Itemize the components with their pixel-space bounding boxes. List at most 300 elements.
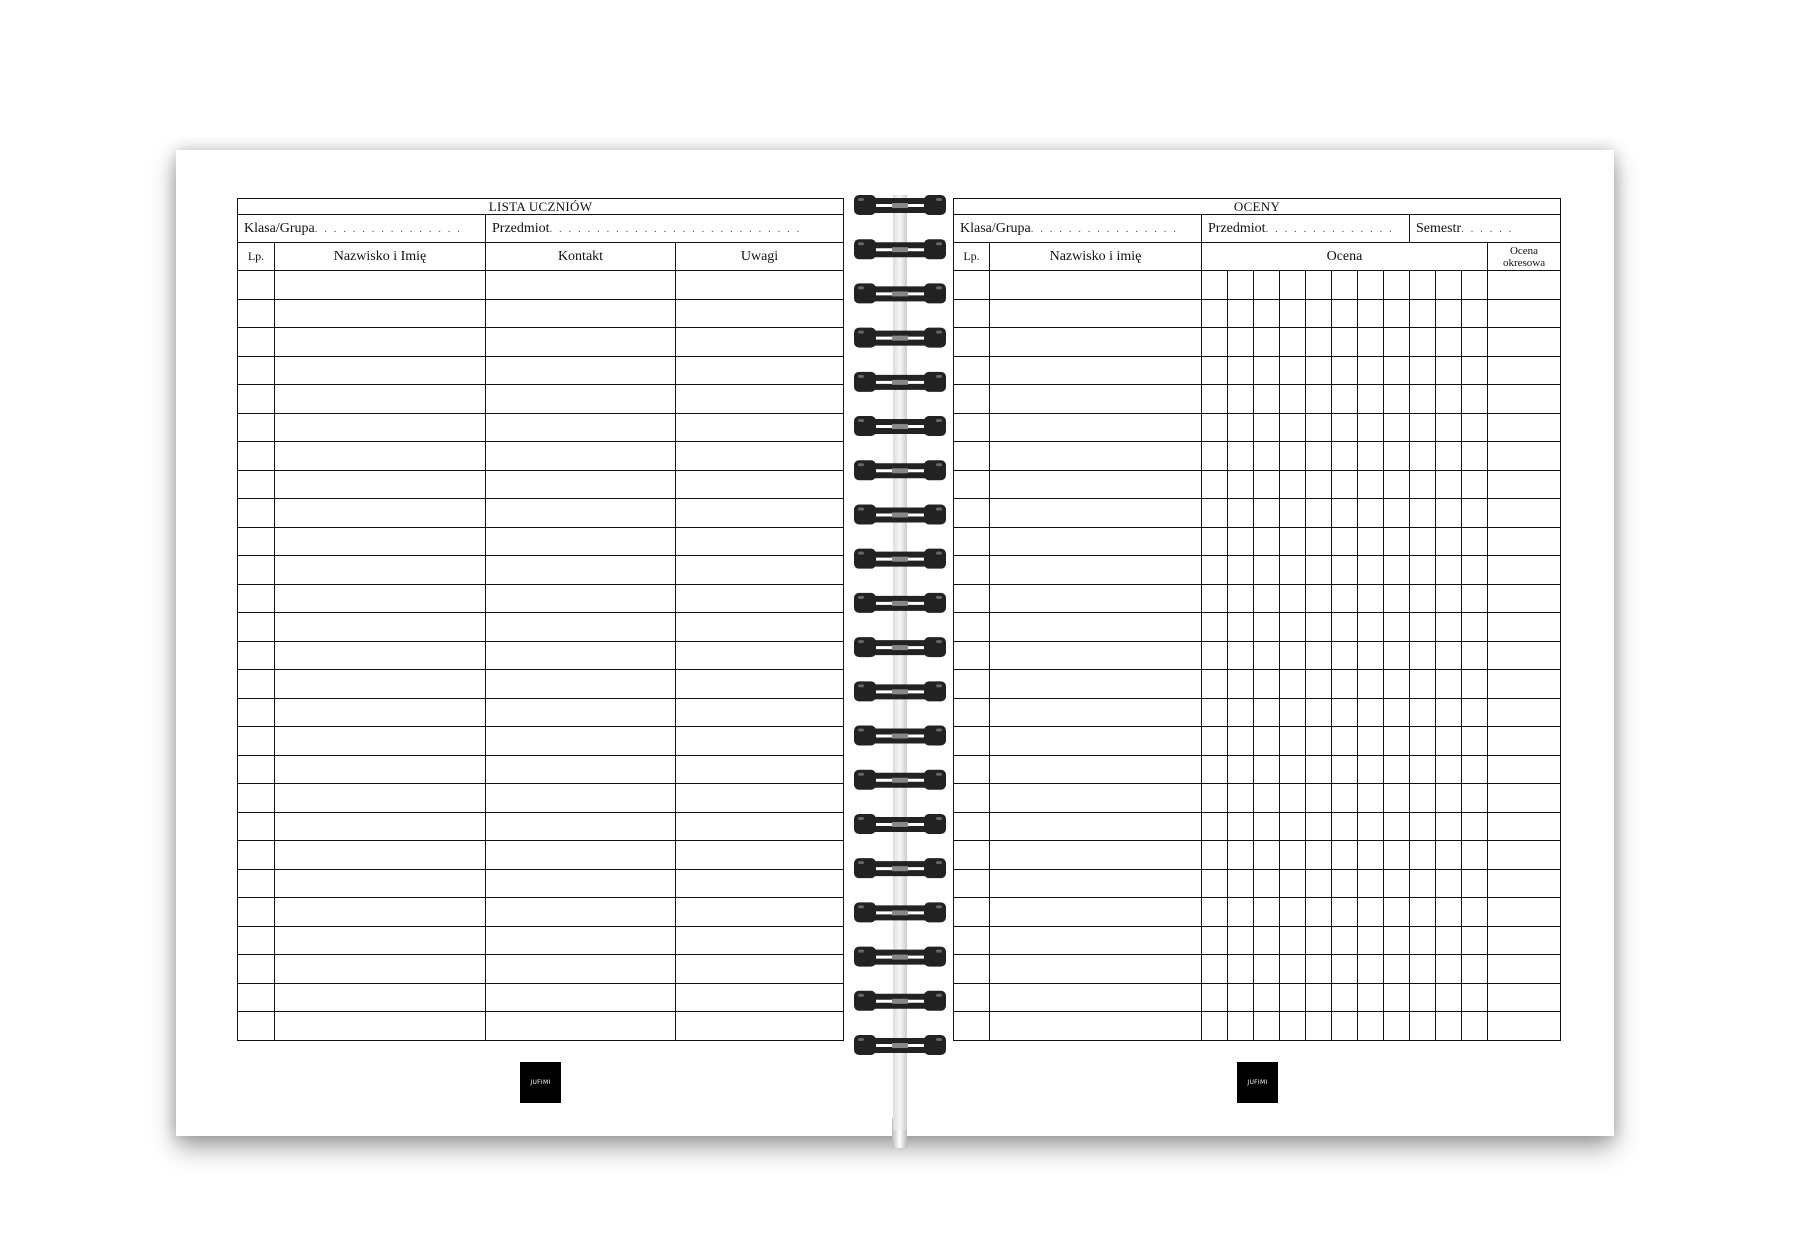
table-cell[interactable]	[486, 869, 676, 898]
grade-cell[interactable]	[1202, 356, 1228, 385]
grade-cell[interactable]	[1202, 584, 1228, 613]
grade-cell[interactable]	[1332, 755, 1358, 784]
grade-cell[interactable]	[1410, 670, 1436, 699]
grade-cell[interactable]	[1410, 926, 1436, 955]
grade-cell[interactable]	[1358, 527, 1384, 556]
grade-cell[interactable]	[1410, 784, 1436, 813]
grade-cell[interactable]	[1280, 413, 1306, 442]
table-cell[interactable]	[238, 556, 275, 585]
table-cell[interactable]	[275, 271, 486, 300]
grade-cell[interactable]	[1280, 271, 1306, 300]
grade-cell[interactable]	[1332, 898, 1358, 927]
table-cell[interactable]	[238, 983, 275, 1012]
grade-cell[interactable]	[1462, 698, 1488, 727]
table-cell[interactable]	[954, 470, 990, 499]
grade-cell[interactable]	[1306, 841, 1332, 870]
grade-cell[interactable]	[1462, 926, 1488, 955]
table-cell[interactable]	[954, 556, 990, 585]
table-cell[interactable]	[1488, 784, 1561, 813]
grade-cell[interactable]	[1410, 869, 1436, 898]
grade-cell[interactable]	[1384, 385, 1410, 414]
grade-cell[interactable]	[1436, 470, 1462, 499]
table-cell[interactable]	[1488, 584, 1561, 613]
grade-cell[interactable]	[1358, 413, 1384, 442]
table-cell[interactable]	[486, 584, 676, 613]
table-cell[interactable]	[954, 983, 990, 1012]
grade-cell[interactable]	[1202, 983, 1228, 1012]
class-group-field[interactable]	[238, 215, 486, 243]
grade-cell[interactable]	[1384, 413, 1410, 442]
table-cell[interactable]	[238, 841, 275, 870]
grade-cell[interactable]	[1332, 1012, 1358, 1041]
grade-cell[interactable]	[1410, 955, 1436, 984]
grade-cell[interactable]	[1228, 727, 1254, 756]
grade-cell[interactable]	[1462, 328, 1488, 357]
grade-cell[interactable]	[1332, 413, 1358, 442]
grade-cell[interactable]	[1436, 926, 1462, 955]
grade-cell[interactable]	[1228, 869, 1254, 898]
grade-cell[interactable]	[1254, 271, 1280, 300]
grade-cell[interactable]	[1228, 698, 1254, 727]
subject-field[interactable]	[1202, 215, 1410, 243]
table-cell[interactable]	[238, 442, 275, 471]
table-cell[interactable]	[1488, 556, 1561, 585]
table-cell[interactable]	[954, 499, 990, 528]
grade-cell[interactable]	[1332, 926, 1358, 955]
grade-cell[interactable]	[1306, 983, 1332, 1012]
table-cell[interactable]	[676, 755, 844, 784]
grade-cell[interactable]	[1306, 641, 1332, 670]
grade-cell[interactable]	[1358, 470, 1384, 499]
table-cell[interactable]	[238, 869, 275, 898]
grade-cell[interactable]	[1202, 613, 1228, 642]
grade-cell[interactable]	[1436, 556, 1462, 585]
grade-cell[interactable]	[1228, 299, 1254, 328]
grade-cell[interactable]	[1410, 385, 1436, 414]
grade-cell[interactable]	[1332, 356, 1358, 385]
table-cell[interactable]	[275, 556, 486, 585]
grade-cell[interactable]	[1254, 413, 1280, 442]
grade-cell[interactable]	[1332, 584, 1358, 613]
grade-cell[interactable]	[1358, 812, 1384, 841]
grade-cell[interactable]	[1254, 869, 1280, 898]
table-cell[interactable]	[486, 955, 676, 984]
table-cell[interactable]	[676, 271, 844, 300]
grade-cell[interactable]	[1254, 641, 1280, 670]
table-cell[interactable]	[275, 755, 486, 784]
table-cell[interactable]	[954, 841, 990, 870]
table-cell[interactable]	[275, 356, 486, 385]
grade-cell[interactable]	[1436, 584, 1462, 613]
grade-cell[interactable]	[1306, 527, 1332, 556]
table-cell[interactable]	[238, 898, 275, 927]
grade-cell[interactable]	[1202, 328, 1228, 357]
table-cell[interactable]	[486, 1012, 676, 1041]
grade-cell[interactable]	[1228, 641, 1254, 670]
table-cell[interactable]	[275, 841, 486, 870]
grade-cell[interactable]	[1462, 356, 1488, 385]
grade-cell[interactable]	[1358, 442, 1384, 471]
table-cell[interactable]	[954, 812, 990, 841]
grade-cell[interactable]	[1462, 584, 1488, 613]
table-cell[interactable]	[990, 641, 1202, 670]
table-cell[interactable]	[1488, 983, 1561, 1012]
grade-cell[interactable]	[1384, 755, 1410, 784]
grade-cell[interactable]	[1358, 727, 1384, 756]
grade-cell[interactable]	[1384, 926, 1410, 955]
grade-cell[interactable]	[1332, 784, 1358, 813]
grade-cell[interactable]	[1358, 356, 1384, 385]
table-cell[interactable]	[954, 898, 990, 927]
grade-cell[interactable]	[1410, 898, 1436, 927]
grade-cell[interactable]	[1358, 898, 1384, 927]
grade-cell[interactable]	[1254, 356, 1280, 385]
grade-cell[interactable]	[1332, 727, 1358, 756]
grade-cell[interactable]	[1332, 328, 1358, 357]
table-cell[interactable]	[486, 784, 676, 813]
table-cell[interactable]	[676, 670, 844, 699]
grade-cell[interactable]	[1358, 926, 1384, 955]
table-cell[interactable]	[676, 641, 844, 670]
table-cell[interactable]	[676, 356, 844, 385]
table-cell[interactable]	[1488, 698, 1561, 727]
table-cell[interactable]	[486, 983, 676, 1012]
grade-cell[interactable]	[1384, 1012, 1410, 1041]
grade-cell[interactable]	[1436, 812, 1462, 841]
table-cell[interactable]	[1488, 271, 1561, 300]
table-cell[interactable]	[990, 784, 1202, 813]
table-cell[interactable]	[1488, 328, 1561, 357]
table-cell[interactable]	[1488, 641, 1561, 670]
grade-cell[interactable]	[1462, 869, 1488, 898]
table-cell[interactable]	[275, 670, 486, 699]
table-cell[interactable]	[486, 328, 676, 357]
grade-cell[interactable]	[1384, 641, 1410, 670]
table-cell[interactable]	[990, 698, 1202, 727]
table-cell[interactable]	[486, 898, 676, 927]
grade-cell[interactable]	[1436, 613, 1462, 642]
grade-cell[interactable]	[1410, 556, 1436, 585]
grade-cell[interactable]	[1280, 1012, 1306, 1041]
subject-field[interactable]	[486, 215, 844, 243]
table-cell[interactable]	[676, 812, 844, 841]
grade-cell[interactable]	[1410, 698, 1436, 727]
grade-cell[interactable]	[1280, 641, 1306, 670]
grade-cell[interactable]	[1384, 584, 1410, 613]
table-cell[interactable]	[676, 869, 844, 898]
grade-cell[interactable]	[1410, 1012, 1436, 1041]
grade-cell[interactable]	[1254, 926, 1280, 955]
table-cell[interactable]	[990, 613, 1202, 642]
grade-cell[interactable]	[1202, 955, 1228, 984]
grade-cell[interactable]	[1462, 898, 1488, 927]
grade-cell[interactable]	[1410, 584, 1436, 613]
table-cell[interactable]	[486, 613, 676, 642]
grade-cell[interactable]	[1306, 556, 1332, 585]
table-cell[interactable]	[676, 727, 844, 756]
table-cell[interactable]	[990, 299, 1202, 328]
table-cell[interactable]	[954, 413, 990, 442]
grade-cell[interactable]	[1228, 527, 1254, 556]
table-cell[interactable]	[486, 442, 676, 471]
grade-cell[interactable]	[1384, 698, 1410, 727]
grade-cell[interactable]	[1436, 983, 1462, 1012]
table-cell[interactable]	[238, 413, 275, 442]
grade-cell[interactable]	[1306, 584, 1332, 613]
grade-cell[interactable]	[1436, 328, 1462, 357]
grade-cell[interactable]	[1202, 385, 1228, 414]
table-cell[interactable]	[275, 328, 486, 357]
grade-cell[interactable]	[1462, 556, 1488, 585]
grade-cell[interactable]	[1462, 527, 1488, 556]
grade-cell[interactable]	[1254, 328, 1280, 357]
table-cell[interactable]	[238, 812, 275, 841]
table-cell[interactable]	[275, 385, 486, 414]
grade-cell[interactable]	[1280, 556, 1306, 585]
grade-cell[interactable]	[1228, 926, 1254, 955]
grade-cell[interactable]	[1228, 670, 1254, 699]
grade-cell[interactable]	[1202, 299, 1228, 328]
grade-cell[interactable]	[1462, 613, 1488, 642]
grade-cell[interactable]	[1462, 812, 1488, 841]
grade-cell[interactable]	[1280, 812, 1306, 841]
grade-cell[interactable]	[1384, 869, 1410, 898]
grade-cell[interactable]	[1332, 613, 1358, 642]
grade-cell[interactable]	[1358, 784, 1384, 813]
grade-cell[interactable]	[1280, 955, 1306, 984]
grade-cell[interactable]	[1254, 898, 1280, 927]
table-cell[interactable]	[676, 470, 844, 499]
grade-cell[interactable]	[1202, 926, 1228, 955]
grade-cell[interactable]	[1306, 328, 1332, 357]
grade-cell[interactable]	[1306, 356, 1332, 385]
grade-cell[interactable]	[1436, 271, 1462, 300]
table-cell[interactable]	[954, 670, 990, 699]
grade-cell[interactable]	[1228, 556, 1254, 585]
table-cell[interactable]	[676, 784, 844, 813]
grade-cell[interactable]	[1436, 641, 1462, 670]
table-cell[interactable]	[954, 955, 990, 984]
grade-cell[interactable]	[1332, 271, 1358, 300]
table-cell[interactable]	[486, 299, 676, 328]
grade-cell[interactable]	[1228, 385, 1254, 414]
grade-cell[interactable]	[1202, 556, 1228, 585]
grade-cell[interactable]	[1358, 670, 1384, 699]
grade-cell[interactable]	[1358, 328, 1384, 357]
grade-cell[interactable]	[1228, 356, 1254, 385]
grade-cell[interactable]	[1358, 869, 1384, 898]
table-cell[interactable]	[486, 698, 676, 727]
table-cell[interactable]	[275, 613, 486, 642]
grade-cell[interactable]	[1280, 755, 1306, 784]
grade-cell[interactable]	[1280, 727, 1306, 756]
grade-cell[interactable]	[1436, 698, 1462, 727]
table-cell[interactable]	[275, 727, 486, 756]
table-cell[interactable]	[954, 271, 990, 300]
grade-cell[interactable]	[1202, 670, 1228, 699]
table-cell[interactable]	[990, 869, 1202, 898]
grade-cell[interactable]	[1384, 898, 1410, 927]
table-cell[interactable]	[238, 613, 275, 642]
table-cell[interactable]	[990, 755, 1202, 784]
table-cell[interactable]	[990, 1012, 1202, 1041]
table-cell[interactable]	[954, 784, 990, 813]
table-cell[interactable]	[486, 755, 676, 784]
table-cell[interactable]	[1488, 527, 1561, 556]
grade-cell[interactable]	[1358, 499, 1384, 528]
grade-cell[interactable]	[1410, 442, 1436, 471]
grade-cell[interactable]	[1384, 812, 1410, 841]
grade-cell[interactable]	[1358, 983, 1384, 1012]
table-cell[interactable]	[954, 613, 990, 642]
grade-cell[interactable]	[1410, 727, 1436, 756]
grade-cell[interactable]	[1358, 385, 1384, 414]
table-cell[interactable]	[990, 727, 1202, 756]
table-cell[interactable]	[275, 641, 486, 670]
table-cell[interactable]	[275, 926, 486, 955]
table-cell[interactable]	[1488, 812, 1561, 841]
table-cell[interactable]	[1488, 413, 1561, 442]
grade-cell[interactable]	[1228, 271, 1254, 300]
grade-cell[interactable]	[1228, 898, 1254, 927]
grade-cell[interactable]	[1280, 499, 1306, 528]
grade-cell[interactable]	[1332, 869, 1358, 898]
table-cell[interactable]	[486, 556, 676, 585]
table-cell[interactable]	[954, 356, 990, 385]
table-cell[interactable]	[238, 499, 275, 528]
table-cell[interactable]	[990, 983, 1202, 1012]
table-cell[interactable]	[954, 442, 990, 471]
table-cell[interactable]	[486, 926, 676, 955]
table-cell[interactable]	[990, 413, 1202, 442]
table-cell[interactable]	[486, 841, 676, 870]
grade-cell[interactable]	[1332, 442, 1358, 471]
table-cell[interactable]	[990, 812, 1202, 841]
table-cell[interactable]	[238, 299, 275, 328]
table-cell[interactable]	[238, 271, 275, 300]
table-cell[interactable]	[1488, 898, 1561, 927]
grade-cell[interactable]	[1436, 299, 1462, 328]
table-cell[interactable]	[990, 527, 1202, 556]
table-cell[interactable]	[275, 413, 486, 442]
grade-cell[interactable]	[1280, 299, 1306, 328]
table-cell[interactable]	[990, 271, 1202, 300]
grade-cell[interactable]	[1358, 755, 1384, 784]
table-cell[interactable]	[954, 698, 990, 727]
grade-cell[interactable]	[1384, 271, 1410, 300]
grade-cell[interactable]	[1384, 470, 1410, 499]
table-cell[interactable]	[676, 1012, 844, 1041]
grade-cell[interactable]	[1202, 641, 1228, 670]
table-cell[interactable]	[275, 584, 486, 613]
table-cell[interactable]	[954, 926, 990, 955]
grade-cell[interactable]	[1228, 755, 1254, 784]
grade-cell[interactable]	[1410, 328, 1436, 357]
grade-cell[interactable]	[1254, 442, 1280, 471]
grade-cell[interactable]	[1462, 442, 1488, 471]
table-cell[interactable]	[1488, 470, 1561, 499]
grade-cell[interactable]	[1202, 698, 1228, 727]
grade-cell[interactable]	[1306, 755, 1332, 784]
grade-cell[interactable]	[1462, 755, 1488, 784]
table-cell[interactable]	[676, 613, 844, 642]
table-cell[interactable]	[486, 413, 676, 442]
grade-cell[interactable]	[1436, 385, 1462, 414]
grade-cell[interactable]	[1410, 641, 1436, 670]
grade-cell[interactable]	[1410, 470, 1436, 499]
table-cell[interactable]	[238, 727, 275, 756]
grade-cell[interactable]	[1306, 812, 1332, 841]
table-cell[interactable]	[676, 955, 844, 984]
grade-cell[interactable]	[1280, 613, 1306, 642]
grade-cell[interactable]	[1280, 784, 1306, 813]
grade-cell[interactable]	[1332, 983, 1358, 1012]
grade-cell[interactable]	[1228, 442, 1254, 471]
grade-cell[interactable]	[1462, 299, 1488, 328]
table-cell[interactable]	[1488, 356, 1561, 385]
table-cell[interactable]	[954, 527, 990, 556]
table-cell[interactable]	[486, 271, 676, 300]
table-cell[interactable]	[676, 299, 844, 328]
grade-cell[interactable]	[1280, 898, 1306, 927]
grade-cell[interactable]	[1280, 356, 1306, 385]
grade-cell[interactable]	[1202, 499, 1228, 528]
table-cell[interactable]	[238, 356, 275, 385]
table-cell[interactable]	[954, 869, 990, 898]
table-cell[interactable]	[275, 442, 486, 471]
grade-cell[interactable]	[1254, 755, 1280, 784]
grade-cell[interactable]	[1462, 413, 1488, 442]
table-cell[interactable]	[676, 527, 844, 556]
grade-cell[interactable]	[1410, 299, 1436, 328]
grade-cell[interactable]	[1358, 1012, 1384, 1041]
table-cell[interactable]	[676, 898, 844, 927]
grade-cell[interactable]	[1254, 470, 1280, 499]
table-cell[interactable]	[486, 356, 676, 385]
table-cell[interactable]	[486, 670, 676, 699]
table-cell[interactable]	[954, 727, 990, 756]
grade-cell[interactable]	[1254, 1012, 1280, 1041]
grade-cell[interactable]	[1306, 613, 1332, 642]
grade-cell[interactable]	[1228, 841, 1254, 870]
grade-cell[interactable]	[1410, 499, 1436, 528]
grade-cell[interactable]	[1306, 869, 1332, 898]
grade-cell[interactable]	[1306, 727, 1332, 756]
table-cell[interactable]	[676, 698, 844, 727]
grade-cell[interactable]	[1410, 755, 1436, 784]
grade-cell[interactable]	[1228, 413, 1254, 442]
grade-cell[interactable]	[1306, 670, 1332, 699]
grade-cell[interactable]	[1254, 983, 1280, 1012]
table-cell[interactable]	[676, 584, 844, 613]
table-cell[interactable]	[238, 670, 275, 699]
grade-cell[interactable]	[1228, 983, 1254, 1012]
grade-cell[interactable]	[1332, 527, 1358, 556]
semester-field[interactable]	[1410, 215, 1561, 243]
grade-cell[interactable]	[1306, 385, 1332, 414]
table-cell[interactable]	[1488, 299, 1561, 328]
grade-cell[interactable]	[1280, 869, 1306, 898]
grade-cell[interactable]	[1228, 784, 1254, 813]
table-cell[interactable]	[1488, 955, 1561, 984]
grade-cell[interactable]	[1384, 955, 1410, 984]
grade-cell[interactable]	[1332, 812, 1358, 841]
table-cell[interactable]	[954, 641, 990, 670]
table-cell[interactable]	[990, 385, 1202, 414]
grade-cell[interactable]	[1332, 499, 1358, 528]
grade-cell[interactable]	[1280, 470, 1306, 499]
table-cell[interactable]	[275, 499, 486, 528]
